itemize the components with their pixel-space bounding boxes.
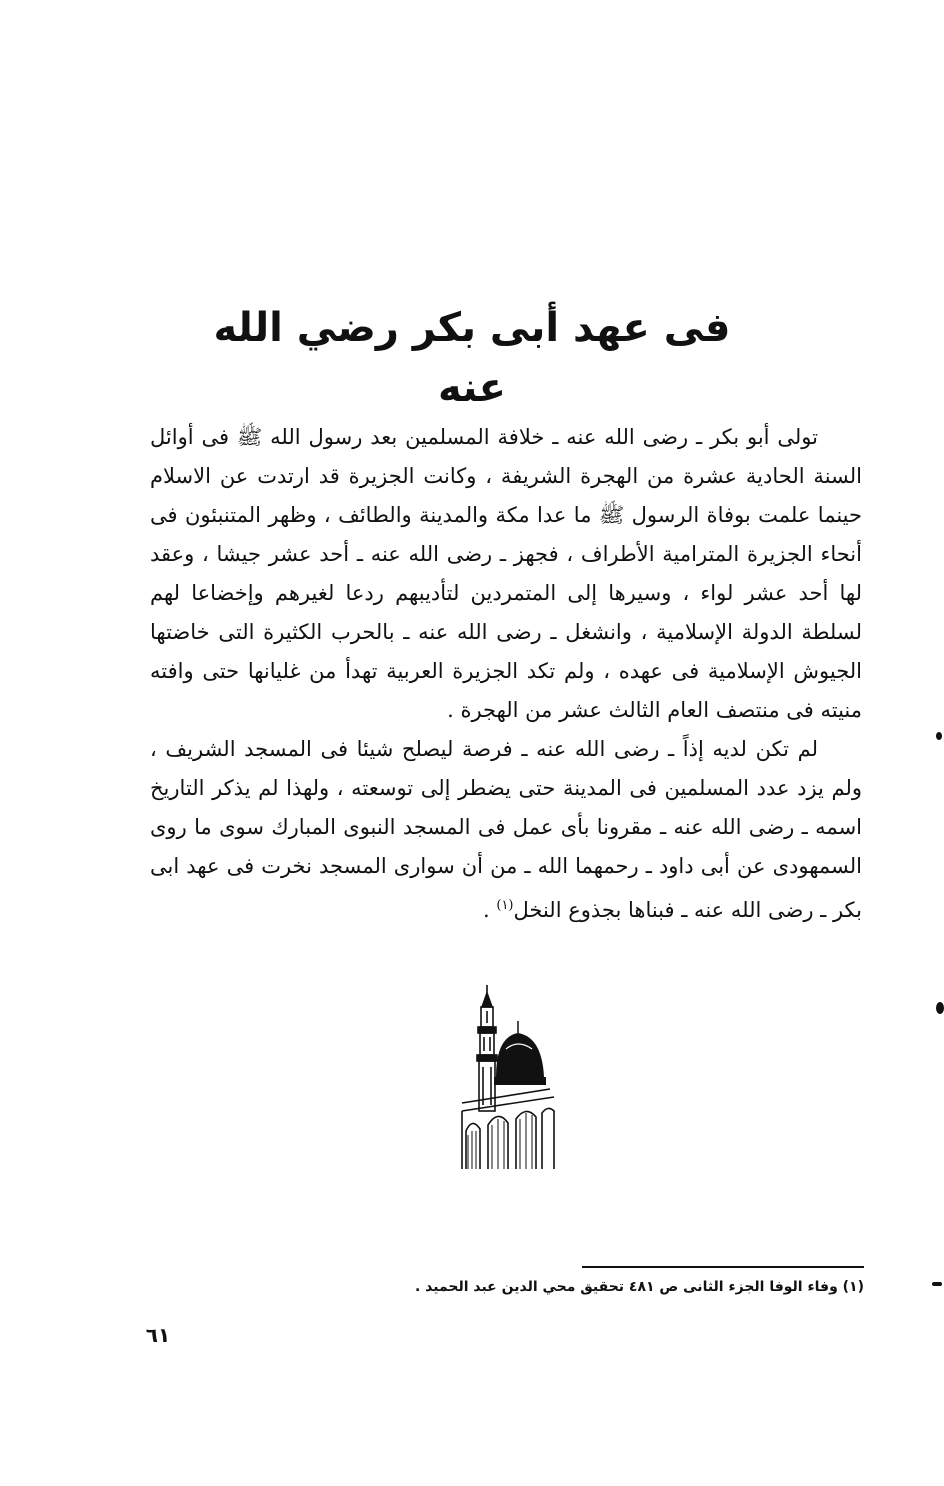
scan-mark-dot bbox=[936, 732, 942, 740]
footnote-divider bbox=[582, 1266, 864, 1268]
footnote-reference: (١) bbox=[496, 898, 514, 913]
dome-drawing bbox=[494, 1021, 546, 1085]
arcade-drawing bbox=[462, 1089, 554, 1169]
paragraph-1: تولى أبو بكر ـ رضى الله عنه ـ خلافة المسلمين بعد رسول الله ﷺ فى أوائل السنة الحادية عشرة من الهجرة الشريفة ، وكانت الجزيرة قد ارتدت عن الاسلام حينما علمت بوفاة الرسول ﷺ ما عدا مكة والمدينة والطائف ، وظهر المتنبئون فى أنحاء الجزيرة المترامية الأطراف ، فجهز ـ رضى الله عنه ـ أحد عشر جيشا ، وعقد لها أحد عشر لواء ، وسيرها إلى المتمردين لتأديبهم ردعا لغيرهم وإخضاعا لهم لسلطة الدولة الإسلامية ، وانشغل ـ رضى الله عنه ـ بالحرب الكثيرة التى خاضتها الجيوش الإسلامية فى عهده ، ولم تكد الجزيرة العربية تهدأ من غليانها حتى وافته منيته فى منتصف العام الثالث عشر من الهجرة . bbox=[150, 425, 862, 722]
chapter-title: فى عهد أبى بكر رضي الله عنه bbox=[213, 305, 731, 411]
footnote-text: (١) وفاء الوفا الجزء الثانى ص ٤٨١ تحقيق محي الدين عبد الحميد . bbox=[414, 1279, 864, 1295]
paragraph-2-text: لم تكن لديه إذاً ـ رضى الله عنه ـ فرصة ليصلح شيئا فى المسجد الشريف ، ولم يزد عدد المسلمين فى المدينة حتى يضطر إلى توسعته ، ولهذا لم يذكر التاريخ اسمه ـ رضى الله عنه ـ مقرونا بأى عمل فى المسجد النبوى المبارك سوى ما روى السمهودى عن أبى داود ـ رحمهما الله ـ من أن سوارى المسجد نخرت فى عهد ابى بكر ـ رضى الله عنه ـ فبناها بجذوع النخل bbox=[150, 737, 862, 922]
main-text bbox=[150, 418, 862, 930]
paragraph-2-end: . bbox=[483, 898, 497, 922]
paragraph-2 bbox=[150, 730, 862, 930]
page-number: ٦١ bbox=[145, 1323, 171, 1347]
minaret-drawing bbox=[477, 985, 497, 1111]
scan-mark-dot bbox=[936, 1002, 944, 1014]
scan-mark-dot bbox=[932, 1282, 942, 1286]
mosque-illustration bbox=[458, 985, 558, 1169]
